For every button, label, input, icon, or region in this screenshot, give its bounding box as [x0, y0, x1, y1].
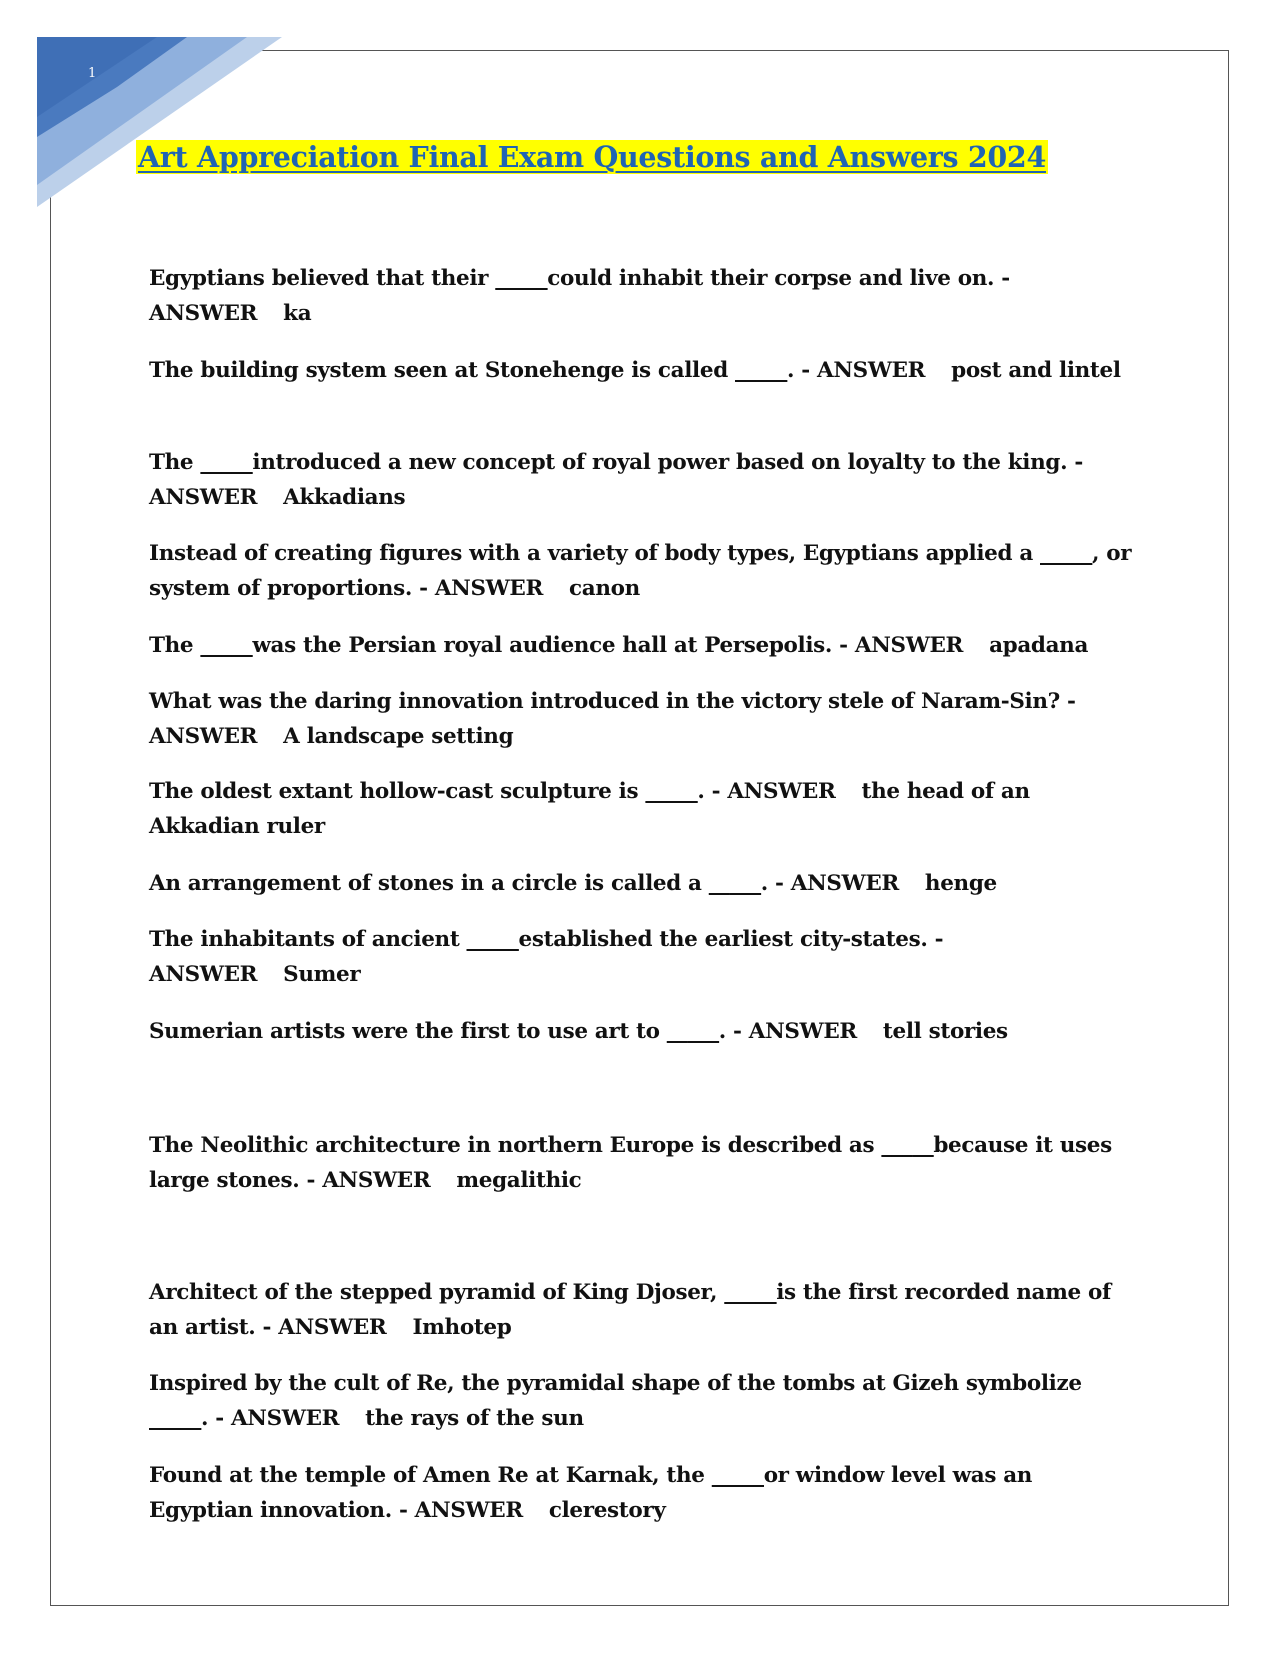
qa-answer: henge: [924, 871, 997, 896]
qa-answer: ka: [283, 301, 312, 326]
qa-item: [149, 922, 1139, 992]
qa-answer: the head of an Akkadian ruler: [149, 779, 1030, 839]
qa-answer: post and lintel: [951, 358, 1121, 383]
qa-answer: Sumer: [283, 962, 361, 987]
qa-item: [149, 445, 1139, 515]
qa-question: The _____introduced a new concept of royal power based on loyalty to the king. - ANSWER: [149, 450, 1083, 510]
qa-item: [149, 1366, 1139, 1436]
qa-answer: megalithic: [456, 1168, 582, 1193]
qa-question: What was the daring innovation introduced in the victory stele of Naram-Sin? - ANSWER: [149, 689, 1076, 749]
qa-item: [149, 261, 1139, 331]
qa-item: [149, 353, 1139, 388]
qa-item: [149, 1014, 1139, 1049]
qa-answer: Imhotep: [412, 1315, 512, 1340]
qa-question: Architect of the stepped pyramid of King Djoser, _____is the first recorded name of an artist. - ANSWER: [149, 1280, 1111, 1340]
qa-question: The inhabitants of ancient _____established the earliest city-states. - ANSWER: [149, 927, 944, 987]
qa-answer: Akkadians: [283, 485, 406, 510]
qa-answer: clerestory: [548, 1498, 666, 1523]
qa-question: Instead of creating figures with a variety of body types, Egyptians applied a _____, or system of proportions. - ANSWER: [149, 541, 1132, 601]
qa-answer: apadana: [989, 633, 1089, 658]
qa-question: The _____was the Persian royal audience hall at Persepolis. - ANSWER: [149, 633, 964, 658]
qa-item: [149, 866, 1139, 901]
corner-decoration: [37, 37, 282, 207]
qa-question: The oldest extant hollow-cast sculpture is _____. - ANSWER: [149, 779, 836, 804]
qa-item: [149, 1275, 1139, 1345]
document-title: Art Appreciation Final Exam Questions and Answers 2024: [138, 140, 1046, 174]
qa-item: [149, 536, 1139, 606]
qa-question: An arrangement of stones in a circle is called a _____. - ANSWER: [149, 871, 899, 896]
qa-question: Inspired by the cult of Re, the pyramidal shape of the tombs at Gizeh symbolize _____. - ANSWER: [149, 1371, 1082, 1431]
qa-item: [149, 684, 1139, 754]
qa-answer: canon: [569, 576, 640, 601]
qa-question: Sumerian artists were the first to use art to _____. - ANSWER: [149, 1019, 857, 1044]
qa-item: [149, 1458, 1139, 1528]
qa-item: [149, 774, 1139, 844]
qa-item: [149, 1128, 1139, 1198]
qa-question: The building system seen at Stonehenge is called _____. - ANSWER: [149, 358, 926, 383]
qa-question: The Neolithic architecture in northern Europe is described as _____because it uses large stones. - ANSWER: [149, 1133, 1112, 1193]
qa-item: [149, 628, 1139, 663]
qa-answer: tell stories: [882, 1019, 1008, 1044]
qa-question: Found at the temple of Amen Re at Karnak, the _____or window level was an Egyptian innovation. - ANSWER: [149, 1463, 1033, 1523]
page-number: 1: [88, 66, 97, 81]
qa-answer: the rays of the sun: [365, 1406, 584, 1431]
qa-answer: A landscape setting: [283, 724, 514, 749]
qa-question: Egyptians believed that their _____could inhabit their corpse and live on. - ANSWER: [149, 266, 1010, 326]
